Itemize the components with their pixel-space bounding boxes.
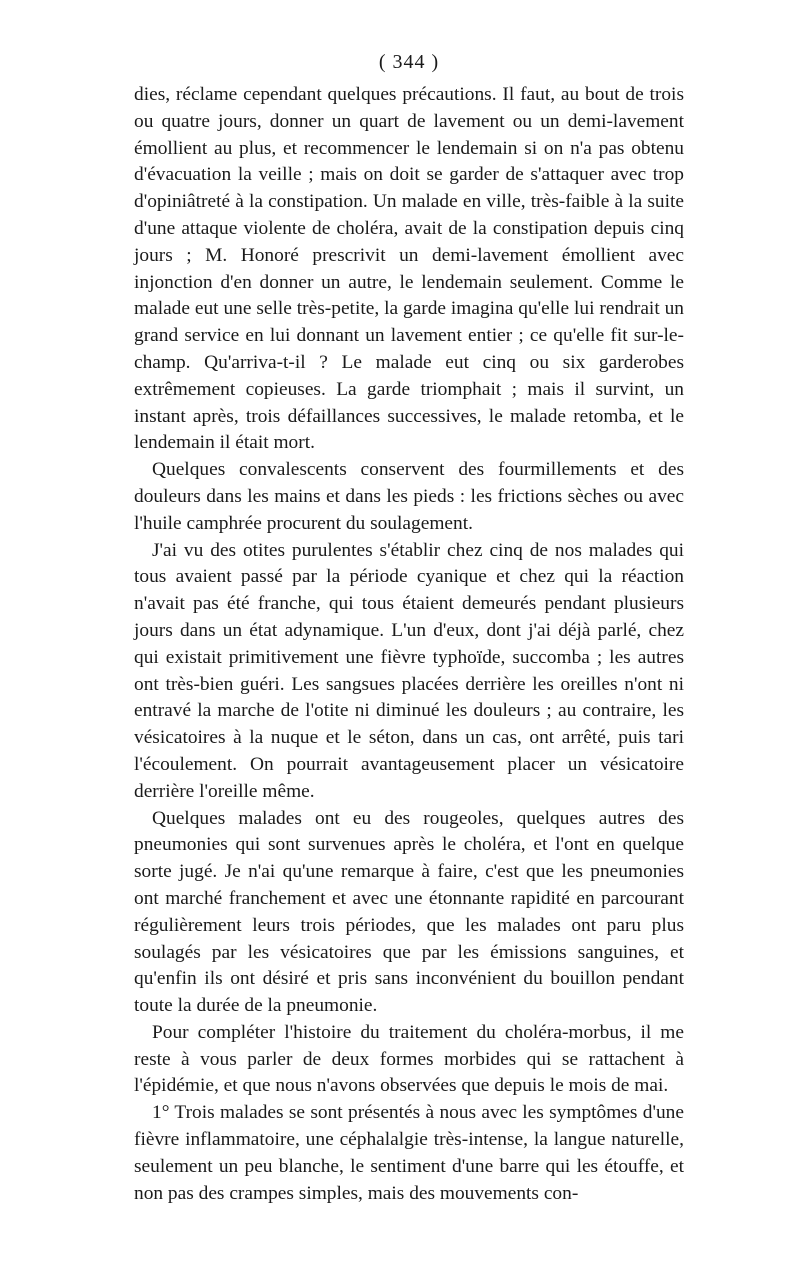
paragraph-continuation: dies, réclame cependant quelques précautions. Il faut, au bout de trois ou quatre jours, donner un quart de lavement ou un demi-lavement émollient au plus, et recommencer le lendemain si on n'a pas obtenu d'évacuation la veille ; mais on doit se garder de s'attaquer avec trop d'opiniâtreté à la constipation. Un malade en ville, très-faible à la suite d'une attaque violente de choléra, avait de la constipation depuis cinq jours ; M. Honoré prescrivit un demi-lavement émollient avec injonction d'en donner un autre, le lendemain seulement. Comme le malade eut une selle très-petite, la garde imagina qu'elle lui rendrait un grand service en lui donnant un lavement entier ; ce qu'elle fit sur-le-champ. Qu'arriva-t-il ? Le malade eut cinq ou six garderobes extrêmement copieuses. La garde triomphait ; mais il survint, un instant après, trois défaillances successives, le malade retomba, et le lendemain il était mort.: [134, 84, 684, 454]
paragraph-rougeoles-pneumonies: Quelques malades ont eu des rougeoles, quelques autres des pneumonies qui sont survenues après le choléra, et l'ont en quelque sorte jugé. Je n'ai qu'une remarque à faire, c'est que les pneumonies ont marché franchement et avec une étonnante rapidité en parcourant régulièrement leurs trois périodes, que les malades ont paru plus soulagés par les vésicatoires que par les émissions sanguines, et qu'enfin ils ont désiré et pris sans inconvénient du bouillon pendant toute la durée de la pneumonie.: [134, 807, 684, 1017]
page-number: ( 344 ): [378, 51, 440, 73]
paragraph-convalescents: Quelques convalescents conservent des fourmillements et des douleurs dans les mains et dans les pieds : les frictions sèches ou avec l'huile camphrée procurent du soulagement.: [134, 459, 684, 534]
paragraph-formes-morbides: Pour compléter l'histoire du traitement du choléra-morbus, il me reste à vous parler de deux formes morbides qui se rattachent à l'épidémie, et que nous n'avons observées que depuis le mois de mai.: [134, 1021, 684, 1097]
paragraph-otites: J'ai vu des otites purulentes s'établir chez cinq de nos malades qui tous avaient passé par la période cyanique et chez qui la réaction n'avait pas été franche, qui tous étaient demeurés pendant plusieurs jours dans un état adynamique. L'un d'eux, dont j'ai déjà parlé, chez qui existait primitivement une fièvre typhoïde, succomba ; les autres ont très-bien guéri. Les sangsues placées derrière les oreilles n'ont ni entravé la marche de l'otite ni diminué les douleurs ; au contraire, les vésicatoires à la nuque et le séton, dans un cas, ont arrêté, puis tari l'écoulement. On pourrait avantageusement placer un vésicatoire derrière l'oreille même.: [134, 539, 684, 802]
paragraph-fievre-inflammatoire: 1° Trois malades se sont présentés à nous avec les symptômes d'une fièvre inflammatoire, une céphalalgie très-intense, la langue naturelle, seulement un peu blanche, le sentiment d'une barre qui les étouffe, et non pas des crampes simples, mais des mouvements con-: [134, 1102, 684, 1204]
book-page: [134, 50, 684, 1207]
